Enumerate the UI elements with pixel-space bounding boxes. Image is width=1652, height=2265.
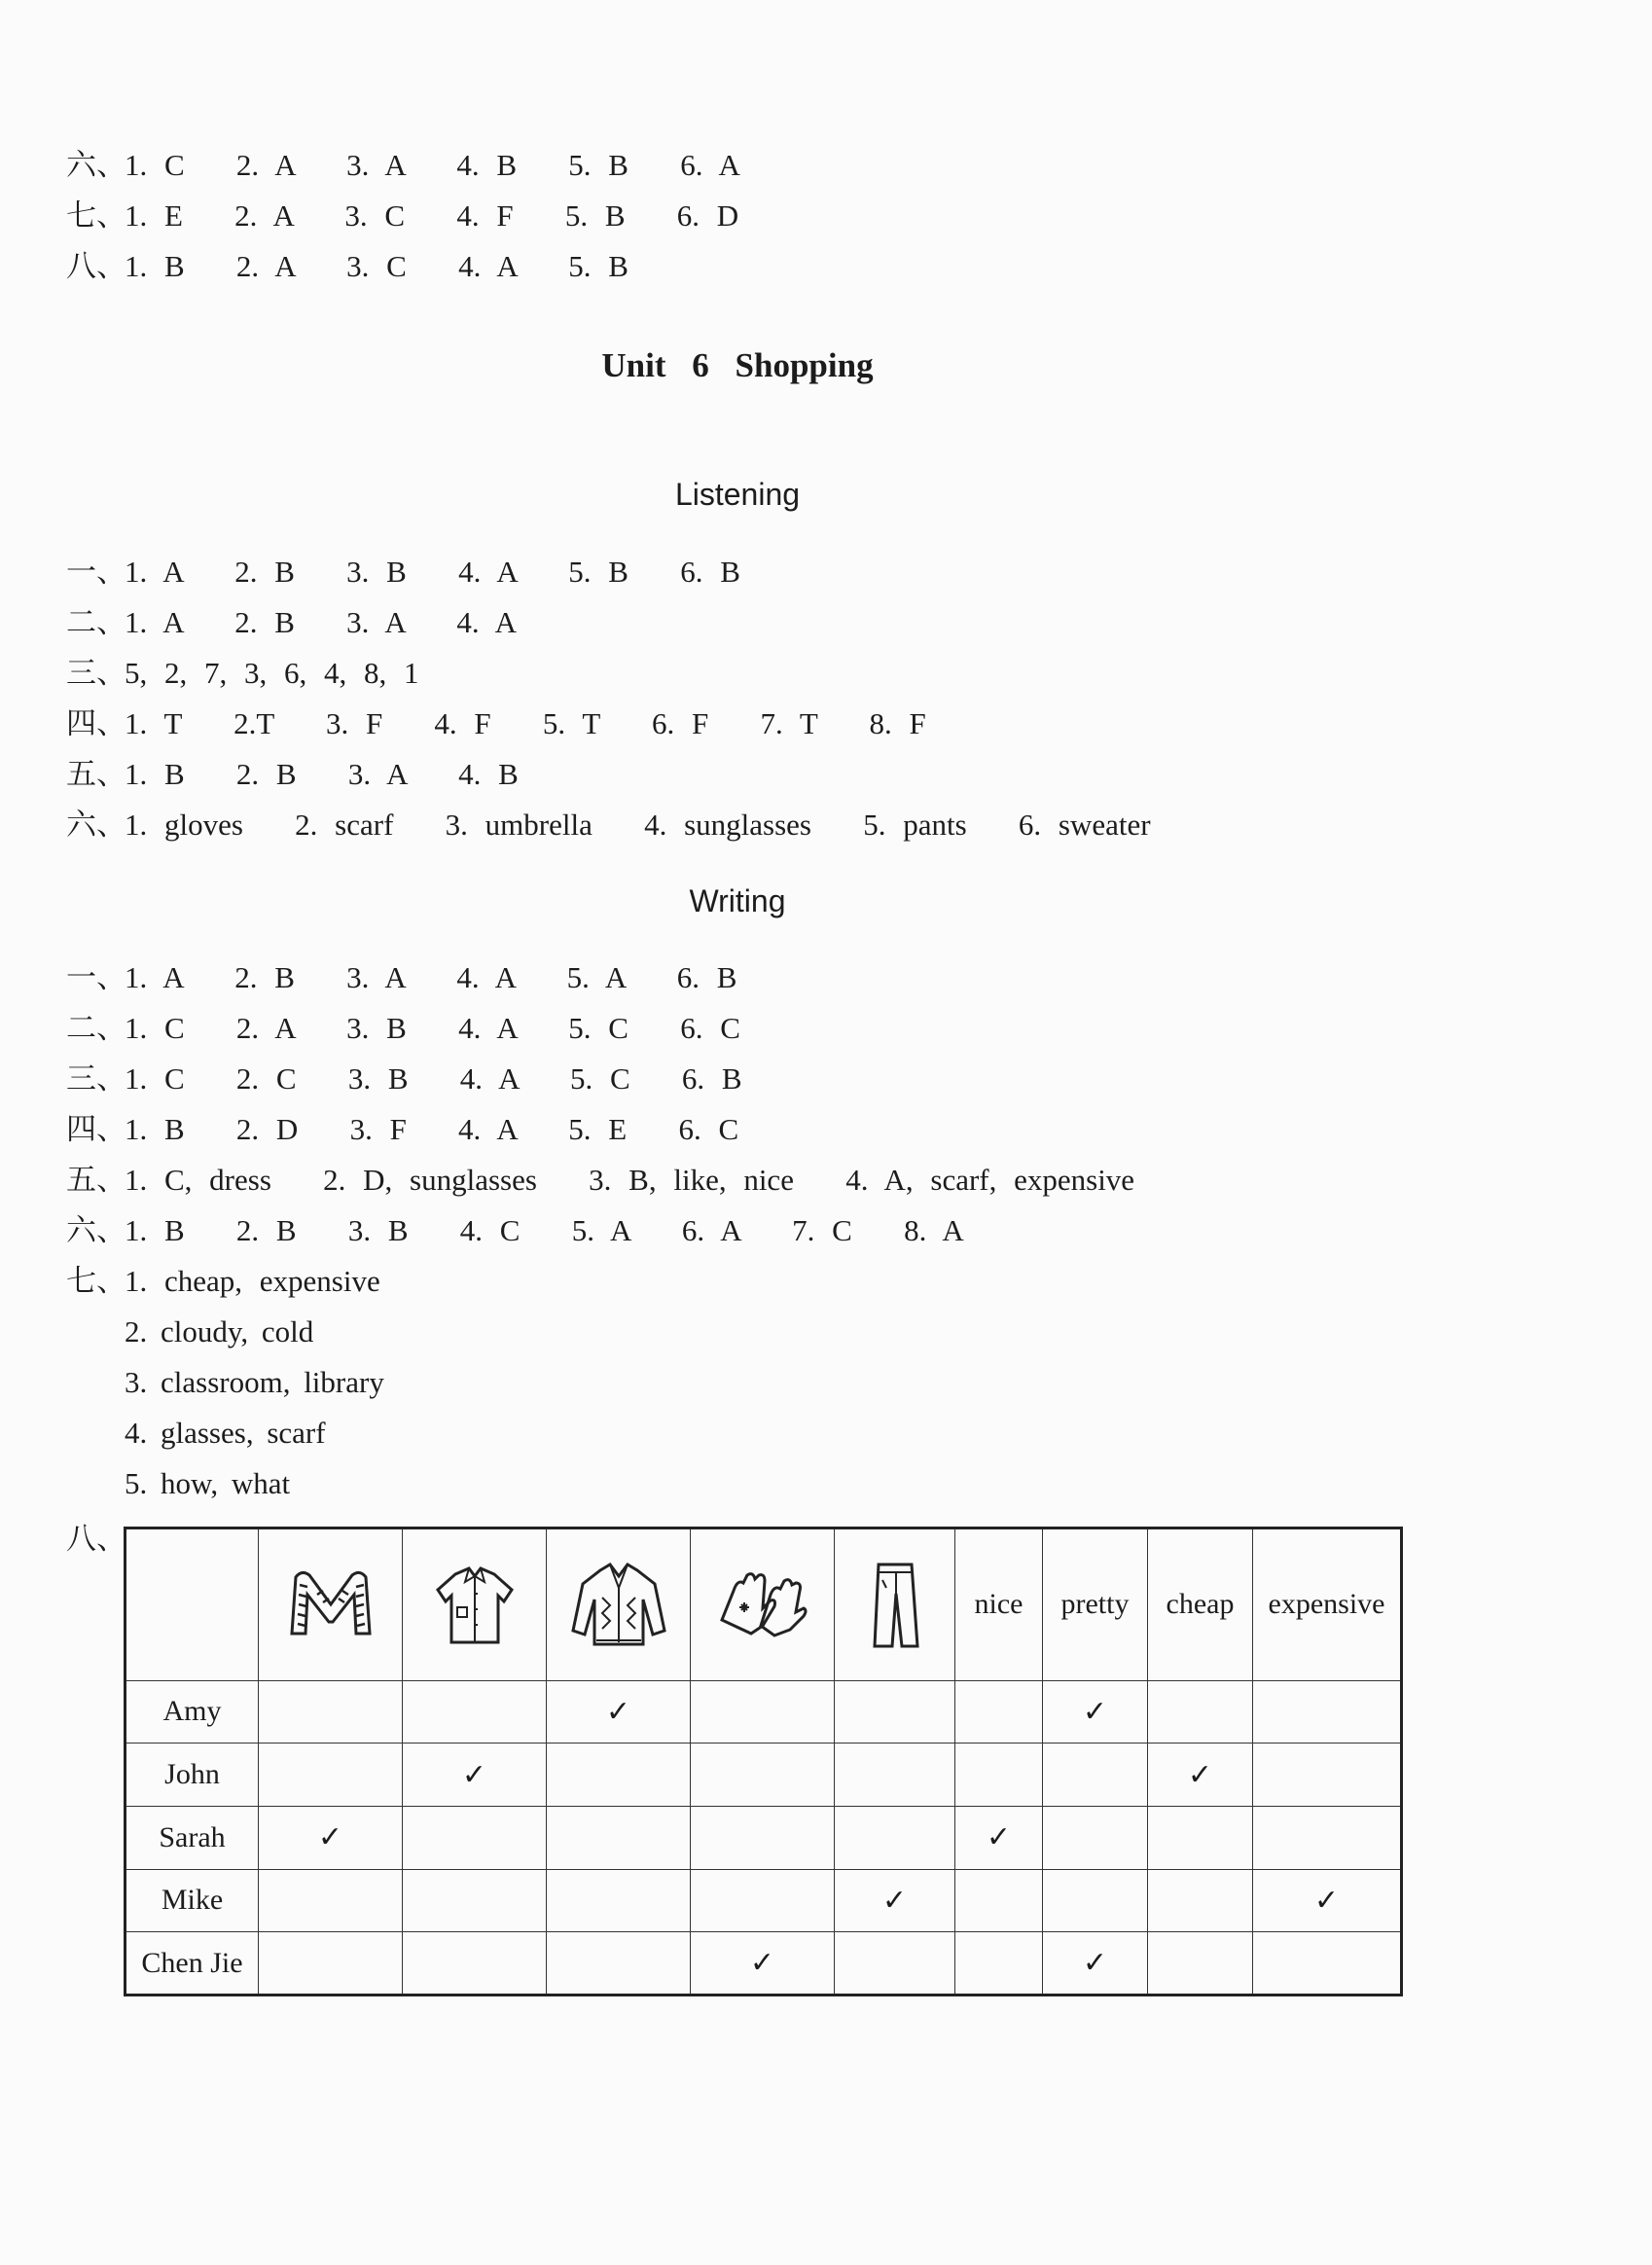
- answer-line: [66, 1161, 1134, 1200]
- answer-line: [66, 1060, 742, 1098]
- unit-title: Unit 6 Shopping: [601, 346, 874, 384]
- check-cell: [1043, 1744, 1148, 1807]
- check-cell: [955, 1932, 1043, 1995]
- line-mark: 一、: [66, 555, 126, 589]
- check-cell: [547, 1869, 691, 1932]
- check-mark-cell: ✓: [955, 1806, 1043, 1869]
- answer-line: [66, 1009, 740, 1048]
- line-text: 1. T 2.T 3. F 4. F 5. T 6. F 7. T 8. F: [125, 706, 926, 740]
- answer-line: [66, 704, 926, 743]
- answer-line: [66, 146, 740, 185]
- line-text: 1. A 2. B 3. B 4. A 5. B 6. B: [125, 555, 740, 589]
- check-mark-cell: ✓: [835, 1869, 955, 1932]
- check-mark-cell: ✓: [259, 1806, 403, 1869]
- check-cell: [955, 1680, 1043, 1744]
- check-cell: [1043, 1806, 1148, 1869]
- line-text: 1. C 2. A 3. B 4. A 5. C 6. C: [125, 1011, 740, 1045]
- line-mark: 五、: [66, 1163, 126, 1197]
- answer-line: [66, 958, 736, 997]
- line-mark: 三、: [66, 1061, 126, 1096]
- table-row: [126, 1806, 1402, 1869]
- pants-icon: [835, 1528, 955, 1681]
- shirt-icon: [403, 1528, 547, 1681]
- row-name: Mike: [126, 1869, 259, 1932]
- check-cell: [1148, 1869, 1253, 1932]
- line-text: 1. B 2. A 3. C 4. A 5. B: [125, 249, 628, 283]
- line-mark: 二、: [66, 1011, 126, 1045]
- check-cell: [1253, 1806, 1402, 1869]
- table-row: [126, 1932, 1402, 1995]
- check-cell: [547, 1932, 691, 1995]
- line-text: 1. B 2. B 3. A 4. B: [125, 757, 519, 791]
- table-header-row: [126, 1528, 1402, 1681]
- table-row: [126, 1744, 1402, 1807]
- line-mark: 六、: [66, 808, 126, 842]
- check-cell: [1148, 1806, 1253, 1869]
- check-cell: [691, 1869, 835, 1932]
- check-cell: [835, 1806, 955, 1869]
- gloves-icon: [691, 1528, 835, 1681]
- check-cell: [1253, 1744, 1402, 1807]
- sweater-icon: [547, 1528, 691, 1681]
- check-mark-cell: ✓: [1043, 1680, 1148, 1744]
- check-cell: [691, 1680, 835, 1744]
- answer-line: [66, 553, 740, 592]
- writing-heading: Writing: [689, 883, 786, 918]
- line-mark: 六、: [66, 1213, 126, 1247]
- answer-line: [66, 197, 738, 235]
- table-mark: [66, 1520, 125, 1559]
- line-text: 1. A 2. B 3. A 4. A 5. A 6. B: [125, 960, 737, 994]
- line-text: 1. C, dress 2. D, sunglasses 3. B, like, nice 4. A, scarf, expensive: [125, 1163, 1135, 1197]
- row-name: Amy: [126, 1680, 259, 1744]
- check-mark-cell: ✓: [1043, 1932, 1148, 1995]
- check-cell: [835, 1744, 955, 1807]
- scarf-icon: [259, 1528, 403, 1681]
- check-cell: [547, 1806, 691, 1869]
- listening-heading: Listening: [674, 477, 801, 512]
- check-cell: [1148, 1680, 1253, 1744]
- line-mark: 七、: [66, 1264, 126, 1298]
- header-nice: nice: [955, 1528, 1043, 1681]
- line-text: 5, 2, 7, 3, 6, 4, 8, 1: [125, 656, 419, 690]
- answer-subline: 5. how, what: [125, 1466, 291, 1500]
- line-mark: 一、: [66, 960, 126, 994]
- check-cell: [955, 1744, 1043, 1807]
- line-mark: 六、: [66, 148, 126, 182]
- check-mark-cell: ✓: [1253, 1869, 1402, 1932]
- answer-subline: 3. classroom, library: [125, 1365, 384, 1399]
- check-cell: [835, 1932, 955, 1995]
- check-mark-cell: ✓: [403, 1744, 547, 1807]
- check-mark-cell: ✓: [547, 1680, 691, 1744]
- line-text: 1. C 2. C 3. B 4. A 5. C 6. B: [125, 1061, 742, 1096]
- table-row: [126, 1869, 1402, 1932]
- check-cell: [1148, 1932, 1253, 1995]
- check-cell: [259, 1680, 403, 1744]
- line-text: 1. gloves 2. scarf 3. umbrella 4. sunglasses 5. pants 6. sweater: [125, 808, 1151, 842]
- line-text: 1. B 2. D 3. F 4. A 5. E 6. C: [125, 1112, 739, 1146]
- answer-line: [66, 603, 517, 642]
- header-pretty: pretty: [1043, 1528, 1148, 1681]
- check-cell: [835, 1680, 955, 1744]
- check-cell: [403, 1932, 547, 1995]
- line-text: 1. C 2. A 3. A 4. B 5. B 6. A: [125, 148, 740, 182]
- header-expensive: expensive: [1253, 1528, 1402, 1681]
- answer-subline: 4. glasses, scarf: [125, 1416, 326, 1450]
- check-mark-cell: ✓: [1148, 1744, 1253, 1807]
- check-cell: [691, 1744, 835, 1807]
- answer-line: [66, 247, 628, 286]
- answer-line: [66, 755, 519, 794]
- answer-line: [66, 654, 419, 693]
- line-mark: 七、: [66, 198, 126, 233]
- check-cell: [1253, 1932, 1402, 1995]
- check-cell: [259, 1744, 403, 1807]
- line-mark: 四、: [66, 1112, 126, 1146]
- line-mark: 三、: [66, 656, 126, 690]
- row-name: Chen Jie: [126, 1932, 259, 1995]
- answer-subline: 2. cloudy, cold: [125, 1314, 314, 1348]
- line-text: 1. B 2. B 3. B 4. C 5. A 6. A 7. C 8. A: [125, 1213, 964, 1247]
- header-cheap: cheap: [1148, 1528, 1253, 1681]
- line-mark: 二、: [66, 605, 126, 639]
- row-name: Sarah: [126, 1806, 259, 1869]
- check-cell: [403, 1869, 547, 1932]
- table-row: [126, 1680, 1402, 1744]
- row-name: John: [126, 1744, 259, 1807]
- answer-line: [66, 1211, 964, 1250]
- line-mark: 四、: [66, 706, 126, 740]
- check-cell: [403, 1680, 547, 1744]
- answer-line: [66, 806, 1151, 845]
- line-text: 1. E 2. A 3. C 4. F 5. B 6. D: [125, 198, 739, 233]
- check-mark-cell: ✓: [691, 1932, 835, 1995]
- check-cell: [403, 1806, 547, 1869]
- line-mark: 八、: [66, 249, 126, 283]
- answer-line: [66, 1110, 738, 1149]
- check-cell: [955, 1869, 1043, 1932]
- check-cell: [259, 1932, 403, 1995]
- line-text: 1. cheap, expensive: [125, 1264, 380, 1298]
- check-cell: [1253, 1680, 1402, 1744]
- check-cell: [1043, 1869, 1148, 1932]
- line-mark: 五、: [66, 757, 126, 791]
- line-mark: 八、: [66, 1522, 126, 1556]
- clothing-table: [124, 1527, 1403, 1996]
- check-cell: [691, 1806, 835, 1869]
- check-cell: [547, 1744, 691, 1807]
- line-text: 1. A 2. B 3. A 4. A: [125, 605, 518, 639]
- corner-cell: [126, 1528, 259, 1681]
- answer-line: [66, 1262, 380, 1301]
- check-cell: [259, 1869, 403, 1932]
